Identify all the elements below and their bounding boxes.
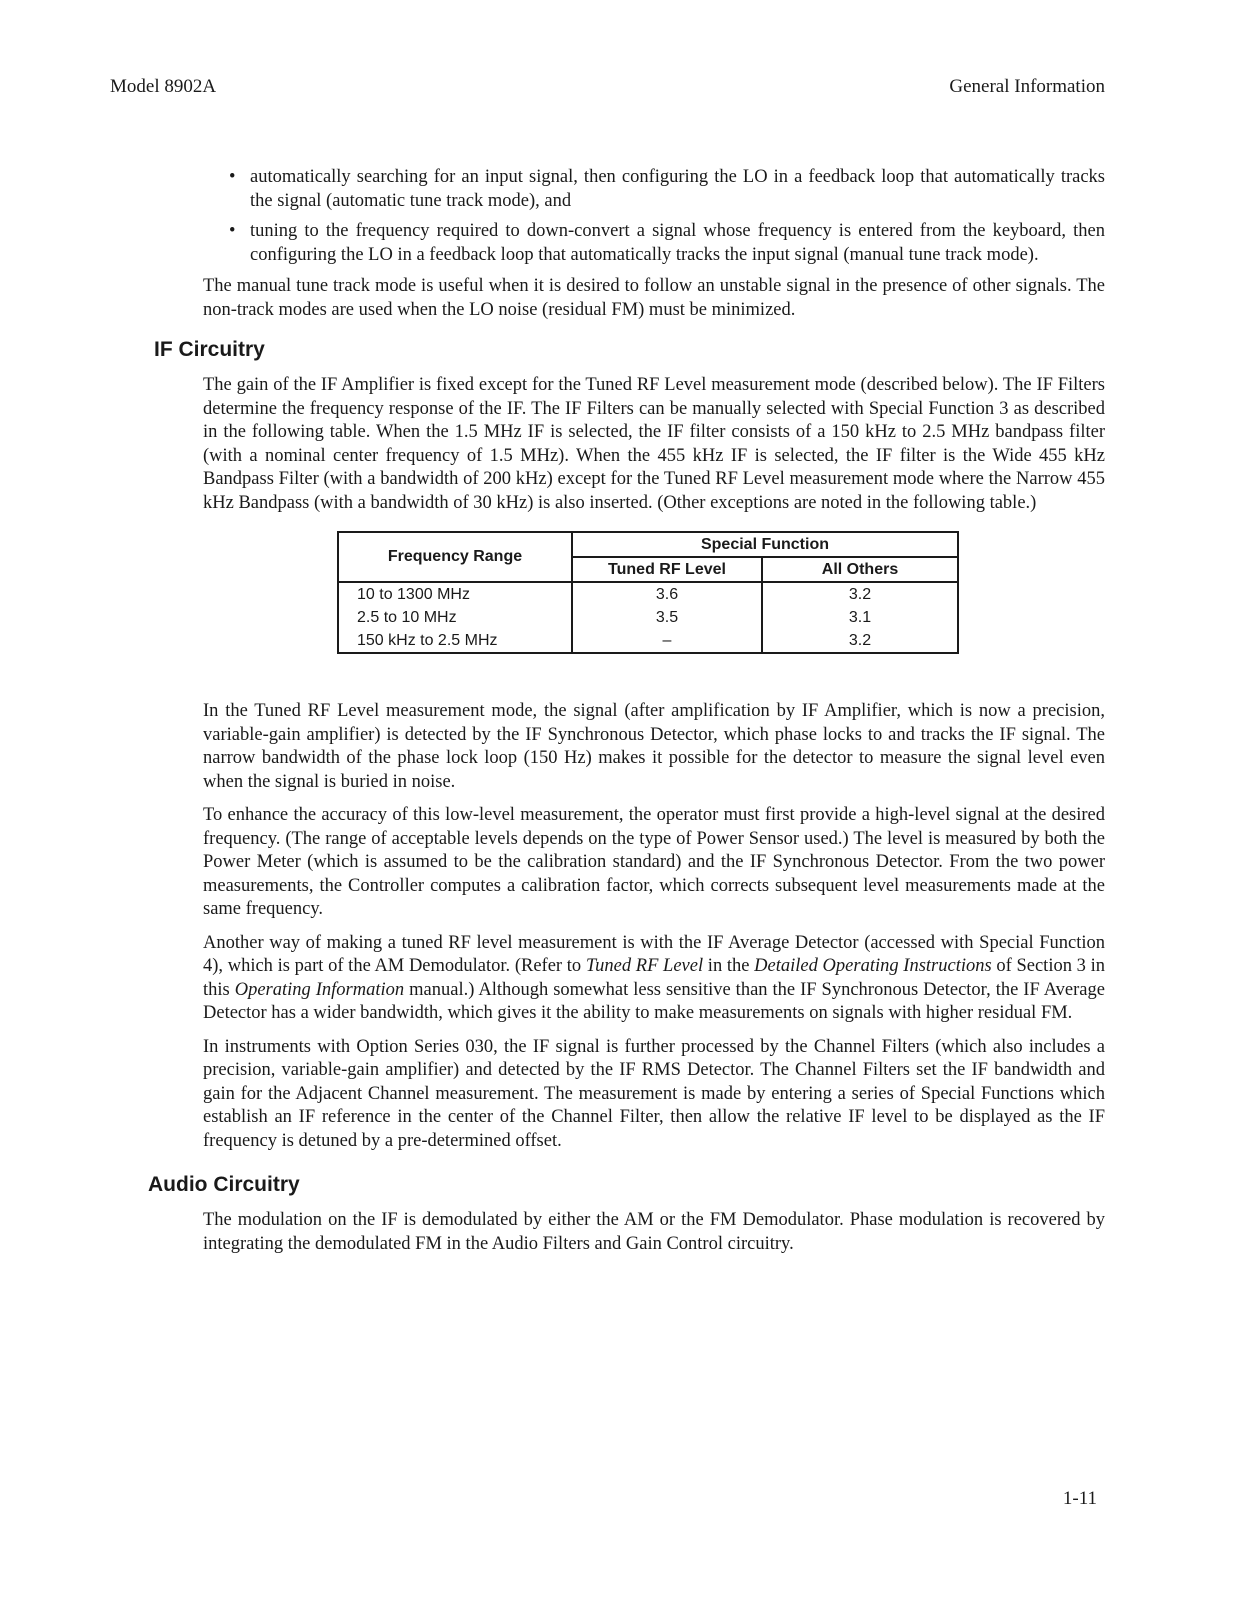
para4-text-3: of Section 3 in this — [203, 956, 1105, 1000]
para4-italic-operating-information: Operating Information — [234, 979, 405, 1000]
audio-paragraph-1: The modulation on the IF is demodulated by either the AM or the FM Demodulator. Phase modulation is recovered by integrating the demodulated FM in the Audio Filters and Gain Control circuitry. — [203, 1210, 1105, 1254]
para4-text-2: in the — [703, 956, 755, 976]
cell-tuned: – — [572, 629, 762, 653]
table-row — [338, 629, 958, 653]
cell-others: 3.2 — [762, 629, 958, 653]
col-all-others: All Others — [762, 557, 958, 582]
if-paragraph-5: In instruments with Option Series 030, the IF signal is further processed by the Channel Filters (which also includes a precision, variable-gain amplifier) and detected by the IF RMS Detector. The Channel Filters set the IF bandwidth and gain for the Adjacent Channel measurement. The measurement is made by entering a series of Special Functions which establish an IF reference in the center of the Channel Filter, then allow the relative IF level to be displayed as the IF frequency is detuned by a pre-determined offset. — [203, 1036, 1105, 1151]
col-frequency-range: Frequency Range — [338, 532, 572, 582]
para4-text-1: Another way of making a tuned RF level measurement is with the IF Average Detector (accessed with Special Function 4), which is part of the AM Demodulator. (Refer to — [203, 932, 1105, 976]
cell-tuned: 3.5 — [572, 606, 762, 629]
page-content — [0, 166, 1237, 1266]
audio-circuitry-heading: Audio Circuitry — [148, 1173, 300, 1196]
table-row — [338, 606, 958, 629]
cell-range: 2.5 to 10 MHz — [338, 606, 572, 629]
if-paragraph-4 — [203, 932, 1105, 1026]
para4-text-4: manual.) Although somewhat less sensitive than the IF Synchronous Detector, the IF Average Detector has a wider bandwidth, which gives it the ability to make measurements on signals with higher residual FM. — [203, 979, 1105, 1023]
col-special-function: Special Function — [572, 532, 958, 557]
cell-range: 150 kHz to 2.5 MHz — [338, 629, 572, 653]
if-paragraph-3: To enhance the accuracy of this low-level measurement, the operator must first provide a high-level signal at the desired frequency. (The range of acceptable levels depends on the type of Power Sensor used.) The level is measured by both the Power Meter (which is assumed to be the calibration standard) and the IF Synchronous Detector. From the two power measurements, the Controller computes a calibration factor, which corrects subsequent level measurements made at the same frequency. — [203, 805, 1105, 919]
if-paragraph-1: The gain of the IF Amplifier is fixed except for the Tuned RF Level measurement mode (described below). The IF Filters determine the frequency response of the IF. The IF Filters can be manually selected with Special Function 3 as described in the following table. When the 1.5 MHz IF is selected, the IF filter consists of a 150 kHz to 2.5 MHz bandpass filter (with a nominal center frequency of 1.5 MHz). When the 455 kHz IF is selected, the IF filter is the Wide 455 kHz Bandpass Filter (with a bandwidth of 200 kHz) except for the Tuned RF Level measurement mode where the Narrow 455 kHz Bandpass (with a bandwidth of 30 kHz) is also inserted. (Other exceptions are noted in the following table.) — [203, 375, 1105, 513]
bullet-manual-tune: • tuning to the frequency required to down-convert a signal whose frequency is entered from the keyboard, then configuring the LO in a feedback loop that automatically tracks the input signal (manual tune track mode). — [250, 220, 1105, 267]
para4-italic-detailed-instructions: Detailed Operating Instructions — [754, 956, 992, 976]
intro-paragraph: The manual tune track mode is useful when it is desired to follow an unstable signal in the presence of other signals. The non-track modes are used when the LO noise (residual FM) must be minimized. — [203, 276, 1105, 320]
page-number: 1-11 — [1062, 1488, 1097, 1509]
cell-others: 3.1 — [762, 606, 958, 629]
bullet-automatic-tune: • automatically searching for an input signal, then configuring the LO in a feedback loop that automatically tracks the signal (automatic tune track mode), and — [250, 166, 1105, 213]
header-model: Model 8902A — [110, 76, 217, 97]
bullet-list — [0, 166, 1237, 267]
if-paragraph-2: In the Tuned RF Level measurement mode, the signal (after amplification by IF Amplifier, which is now a precision, variable-gain amplifier) is detected by the IF Synchronous Detector, which phase locks to and tracks the IF signal. The narrow bandwidth of the phase lock loop (150 Hz) makes it possible for the detector to measure the signal level even when the signal is buried in noise. — [203, 701, 1105, 792]
if-circuitry-heading: IF Circuitry — [154, 338, 265, 361]
cell-range: 10 to 1300 MHz — [338, 582, 572, 606]
cell-tuned: 3.6 — [572, 582, 762, 606]
special-function-table — [337, 531, 959, 654]
cell-others: 3.2 — [762, 582, 958, 606]
table-row — [338, 582, 958, 606]
col-tuned-rf-level: Tuned RF Level — [572, 557, 762, 582]
header-section: General Information — [949, 76, 1105, 97]
para4-italic-tuned-rf-level: Tuned RF Level — [585, 956, 704, 976]
